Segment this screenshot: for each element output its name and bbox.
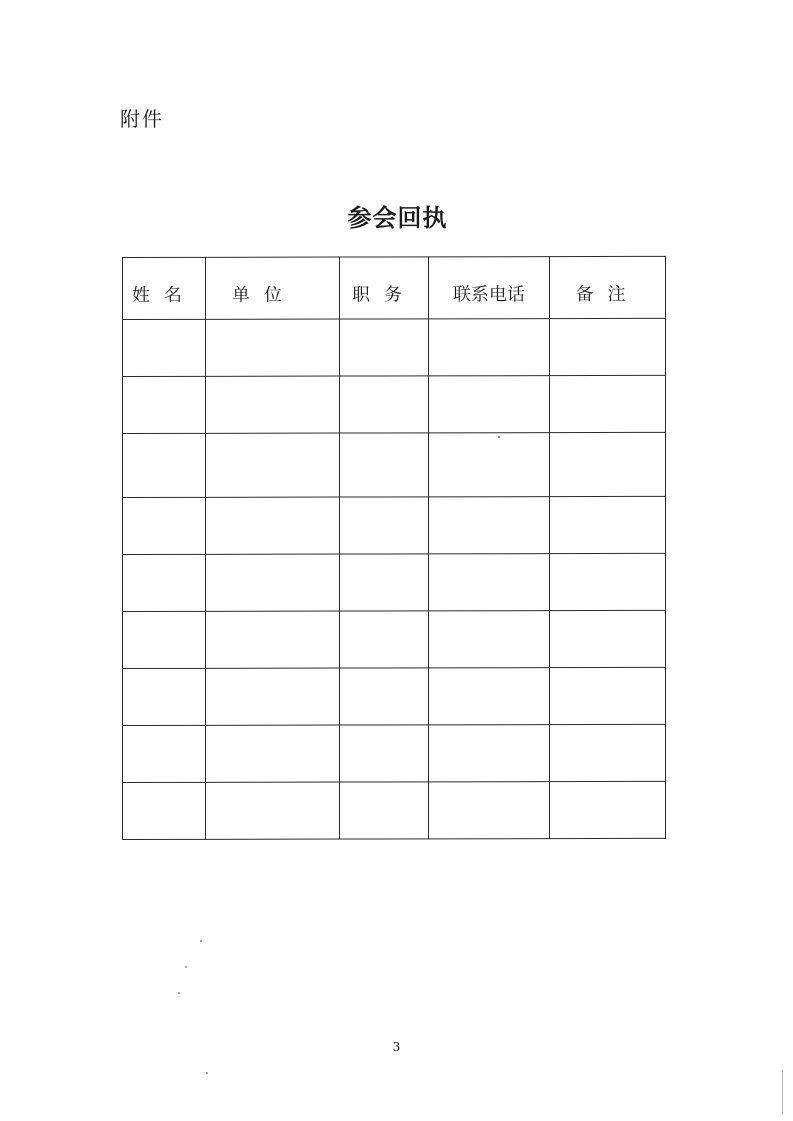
unit-cell[interactable] <box>206 668 340 725</box>
position-cell[interactable] <box>340 668 429 725</box>
unit-cell[interactable] <box>206 376 340 433</box>
phone-cell[interactable] <box>429 319 550 376</box>
remarks-cell[interactable] <box>550 375 666 432</box>
remarks-cell[interactable] <box>550 667 666 724</box>
header-position: 职务 <box>340 257 429 319</box>
unit-cell[interactable] <box>206 782 340 839</box>
position-cell[interactable] <box>340 554 429 611</box>
phone-cell[interactable] <box>429 433 550 497</box>
table-row <box>123 667 666 725</box>
header-unit: 单位 <box>206 257 340 319</box>
name-cell[interactable] <box>123 319 206 376</box>
name-cell[interactable] <box>123 433 206 497</box>
scan-speck <box>206 1072 208 1074</box>
table-row <box>123 375 666 433</box>
phone-cell[interactable] <box>429 782 550 839</box>
table-row <box>123 610 666 668</box>
unit-cell[interactable] <box>206 611 340 668</box>
name-cell[interactable] <box>123 725 206 782</box>
table-row <box>123 781 666 839</box>
name-cell[interactable] <box>123 376 206 433</box>
table-row <box>123 724 666 782</box>
unit-cell[interactable] <box>206 433 340 497</box>
remarks-cell[interactable] <box>550 781 666 838</box>
position-cell[interactable] <box>340 319 429 376</box>
remarks-cell[interactable] <box>550 610 666 667</box>
position-cell[interactable] <box>340 782 429 839</box>
phone-cell[interactable] <box>429 668 550 725</box>
table-row <box>123 318 666 376</box>
position-cell[interactable] <box>340 497 429 554</box>
remarks-cell[interactable] <box>550 724 666 781</box>
scan-speck <box>200 940 202 942</box>
reply-form-table <box>122 256 666 840</box>
name-cell[interactable] <box>123 554 206 611</box>
form-title: 参会回执 <box>347 204 448 232</box>
scan-speck <box>185 966 187 968</box>
phone-cell[interactable] <box>429 554 550 611</box>
unit-cell[interactable] <box>206 554 340 611</box>
attachment-label: 附件 <box>120 107 164 131</box>
phone-cell[interactable] <box>429 497 550 554</box>
unit-cell[interactable] <box>206 319 340 376</box>
unit-cell[interactable] <box>206 725 340 782</box>
page-number: 3 <box>392 1040 401 1054</box>
remarks-cell[interactable] <box>550 432 666 496</box>
scan-speck <box>498 436 500 438</box>
header-remarks: 备注 <box>550 256 666 318</box>
table-row <box>123 496 666 554</box>
table-row <box>123 432 666 497</box>
table-header-row <box>123 256 666 319</box>
phone-cell[interactable] <box>429 376 550 433</box>
name-cell[interactable] <box>123 611 206 668</box>
header-name: 姓名 <box>123 257 206 319</box>
name-cell[interactable] <box>123 497 206 554</box>
scan-speck <box>178 992 180 994</box>
position-cell[interactable] <box>340 725 429 782</box>
unit-cell[interactable] <box>206 497 340 554</box>
remarks-cell[interactable] <box>550 553 666 610</box>
position-cell[interactable] <box>340 433 429 497</box>
name-cell[interactable] <box>123 668 206 725</box>
phone-cell[interactable] <box>429 611 550 668</box>
remarks-cell[interactable] <box>550 318 666 375</box>
remarks-cell[interactable] <box>550 496 666 553</box>
phone-cell[interactable] <box>429 725 550 782</box>
scan-edge-mark <box>782 1070 783 1115</box>
header-phone: 联系电话 <box>429 257 550 319</box>
position-cell[interactable] <box>340 611 429 668</box>
position-cell[interactable] <box>340 376 429 433</box>
table-row <box>123 553 666 611</box>
name-cell[interactable] <box>123 782 206 839</box>
